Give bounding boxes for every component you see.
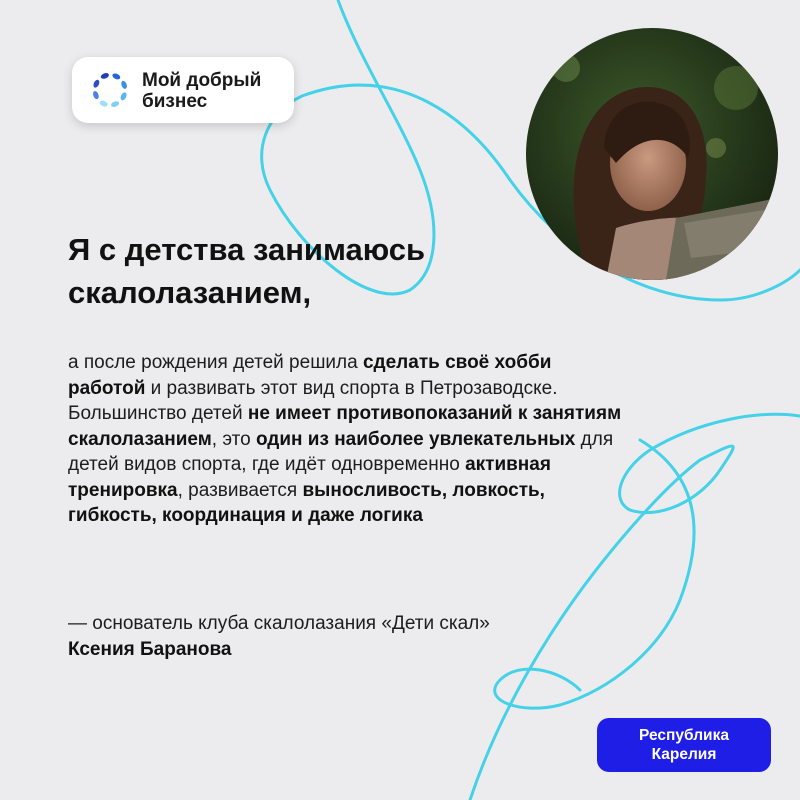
brand-dot	[120, 80, 128, 90]
quote-text: и развивать этот вид спорта в Петрозаводске. Большинство детей	[68, 377, 558, 424]
headline: Я с детства занимаюсь скалолазанием,	[68, 232, 426, 310]
brand-dot	[110, 100, 120, 108]
quote-emphasis: один из наиболее увлекательных	[255, 428, 576, 450]
quote-text: а после рождения детей решила	[68, 352, 363, 373]
quote-emphasis: активная тренировка	[68, 454, 551, 501]
region-badge[interactable]: Республика Карелия	[597, 718, 771, 772]
portrait-photo	[526, 28, 778, 280]
attribution-prefix: — основатель клуба скалолазания «Дети скал»	[68, 613, 490, 634]
brand-dots-icon	[86, 66, 134, 114]
brand-dot	[92, 90, 100, 100]
brand-dot	[111, 72, 121, 80]
quote-text: , это	[211, 428, 256, 450]
brand-dot	[100, 72, 110, 80]
brand-dot	[99, 99, 109, 107]
attribution	[68, 611, 518, 663]
quote-text: для детей видов спорта, где идёт одновременно	[68, 428, 614, 475]
brand-dot	[92, 79, 100, 89]
quote-emphasis: сделать своё хобби работой	[68, 352, 552, 399]
quote-emphasis: выносливость, ловкость, гибкость, координация и даже логика	[68, 479, 545, 526]
quote-body	[68, 350, 628, 529]
quote-text: , развивается	[177, 479, 303, 501]
author-name: Ксения Баранова	[68, 639, 232, 660]
brand-name: Мой добрый бизнес	[142, 70, 262, 112]
quote-emphasis: не имеет противопоказаний к занятиям скалолазанием	[68, 403, 622, 450]
portrait-photo-icon	[526, 28, 778, 280]
brand-logo-card[interactable]	[72, 57, 294, 123]
brand-dot	[119, 91, 127, 101]
